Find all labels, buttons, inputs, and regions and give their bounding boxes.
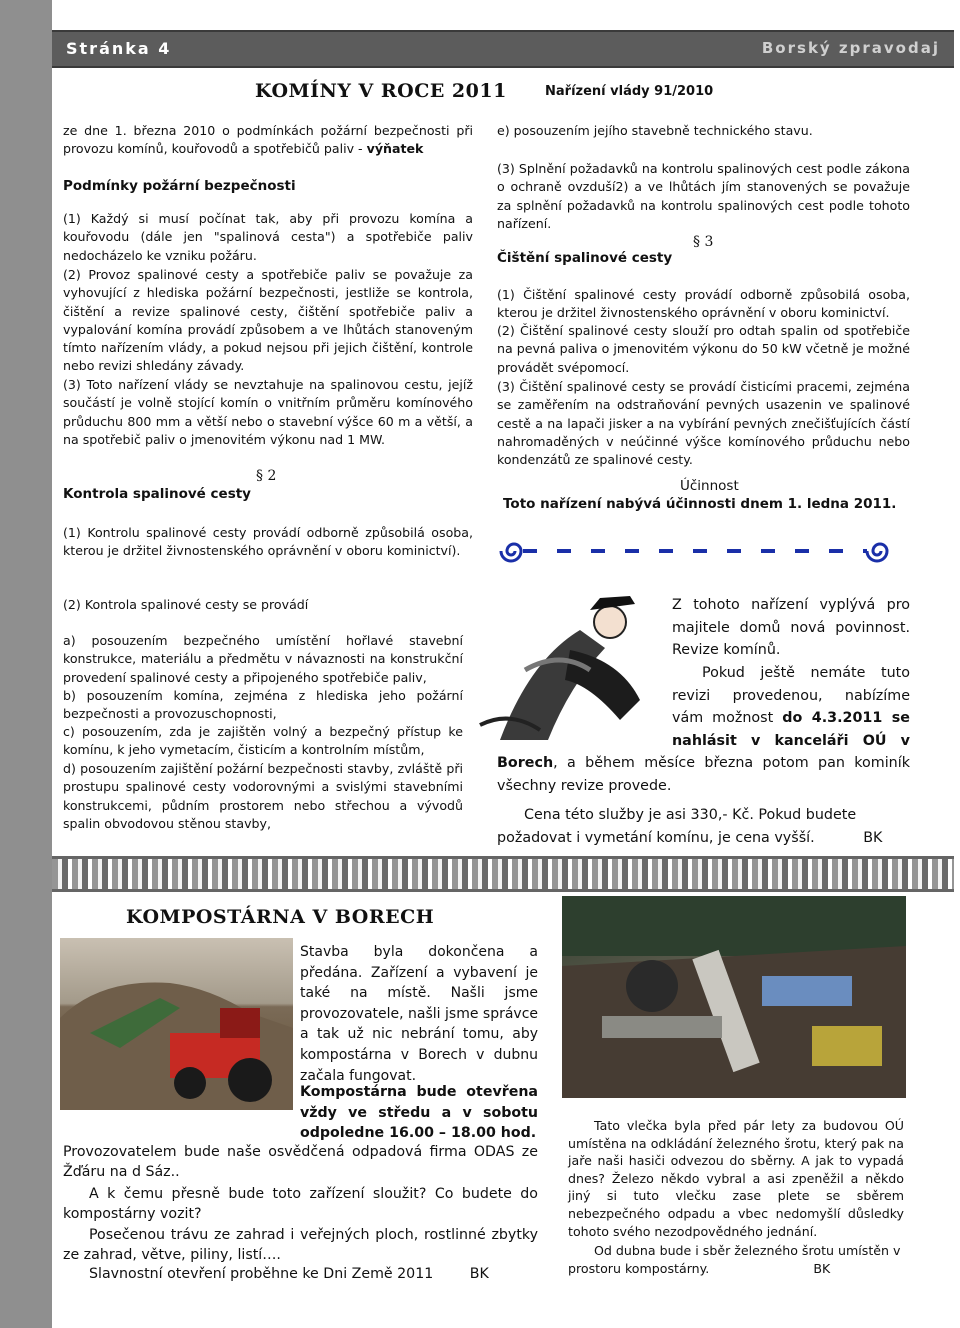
list-c: c) posouzením, zda je zajištěn volný a bezpečný přístup ke komínu, k jeho vymetacím, čisticím a kontrolním místům,: [63, 724, 463, 758]
section-2-mark: § 2: [256, 468, 277, 484]
effect-text: Toto nařízení nabývá účinnosti dnem 1. ledna 2011.: [503, 496, 897, 512]
signature-bk-compost: BK: [469, 1266, 489, 1282]
right-para-c3: (3) Čištění spalinové cesty se provádí čisticími pracemi, zejména se zaměřením na odstraňování pevných usazenin ve spalinové cestě a na lapači jisker a na vybírání pevných znečišťujících částí nahromaděných v neúčinné výšce komínového průduchu nebo kondenzátů ze spalinové cesty.: [497, 379, 910, 468]
tractor-photo: [60, 938, 293, 1110]
para-3: (3) Toto nařízení vlády se nevztahuje na spalinovou cestu, jejíž součástí je volně stojící komín o vnitřním průměru komínového průduchu 800 mm a větší nebo o stavební výšce 60 m a větší, a na spotřebič paliv o jmenovitém výkonu nad 1 MW.: [63, 377, 473, 447]
notice-revision: Pokud ještě nemáte tuto revizi provedenou, nabízíme vám možnost do 4.3.2011 se nahlásit v kanceláři OÚ v Borech, a během měsíce března potom pan kominík všechny revize provede.: [497, 665, 910, 794]
list-a: a) posouzením bezpečného umístění hořlavé stavební konstrukce, materiálu a předmětu v návaznosti na konstrukční provedení spalinové cesty a připojeného spotřebiče paliv,: [63, 633, 463, 685]
ornamental-divider: [52, 856, 954, 892]
heading-fire-safety: Podmínky požární bezpečnosti: [63, 178, 296, 194]
signature-bk-scrap: BK: [813, 1260, 831, 1276]
compost-question: A k čemu přesně bude toto zařízení sloužit? Co budete do kompostárny vozit?: [63, 1186, 538, 1223]
article-title-compost: KOMPOSTÁRNA V BORECH: [126, 906, 435, 928]
compost-operator: Provozovatelem bude naše osvědčená odpadová firma ODAS ze Žďáru na d Sáz..: [63, 1144, 538, 1181]
compost-opening-event: Slavnostní otevření proběhne ke Dni Země 2011 BK: [89, 1266, 489, 1282]
heading-cleaning: Čištění spalinové cesty: [497, 250, 673, 266]
heading-inspection: Kontrola spalinové cesty: [63, 486, 251, 502]
article-title-chimneys: KOMÍNY V ROCE 2011: [255, 80, 507, 102]
scrap-caption: Tato vlečka byla před pár lety za budovou OÚ umístěna na odkládání železného šrotu, který pak na jaře naši hasiči odvezou do sběrny. A jak to vypadá dnes? Železo někdo vybral a asi zpeněžil a někdo jiný si tuto vlečku zase plete se sběrem nebezpečného odpadu a vbec nedomyšlí důsledky tohoto svého nezodpovědného jednání.: [568, 1118, 904, 1239]
newspaper-name: Borský zpravodaj: [761, 39, 940, 57]
para-4: (1) Kontrolu spalinové cesty provádí odborně způsobilá osoba, kterou je držitel živnostenského oprávnění v oboru kominictví).: [63, 525, 473, 559]
scrap-caption-2: Od dubna bude i sběr železného šrotu umístěn v prostoru kompostárny. BK: [568, 1243, 901, 1276]
right-list-e: e) posouzením jejího stavebně technického stavu.: [497, 123, 813, 138]
section-3-mark: § 3: [693, 234, 714, 250]
effect-label: Účinnost: [680, 478, 739, 494]
list-d: d) posouzením zajištění požární bezpečnosti stavby, zvláště při prostupu spalinové cesty vodorovnými a svislými stavebními konstrukcemi, půdním prostorem nebo střechou a vývodů spalin obvodovou stěnou stavby,: [63, 761, 463, 831]
right-para-c1: (1) Čištění spalinové cesty provádí odborně způsobilá osoba, kterou je držitel živnostenského oprávnění v oboru kominictví.: [497, 287, 910, 321]
right-para-c2: (2) Čištění spalinové cesty slouží pro odtah spalin od spotřebiče na pevná paliva o jmenovitém výkonu do 50 kW včetně je možné provádět svépomocí.: [497, 323, 910, 375]
list-b: b) posouzením komína, zejména z hlediska jeho požární bezpečnosti a provozuschopnosti,: [63, 688, 463, 722]
regulation-intro: ze dne 1. března 2010 o podmínkách požární bezpečnosti při provozu komínů, kouřovodů a spotřebičů paliv - výňatek: [63, 123, 473, 157]
para-5: (2) Kontrola spalinové cesty se provádí: [63, 597, 309, 612]
compost-materials: Posečenou trávu ze zahrad i veřejných ploch, rostlinné zbytky ze zahrad, větve, piliny, listí….: [63, 1227, 538, 1264]
compost-para-1: Stavba byla dokončena a předána. Zařízení a vybavení je také na místě. Našli jsme provozovatele, našli jsme správce a tak už nic nebrání tomu, aby kompostárna v Borech v dubnu začala fungovat.: [300, 944, 539, 1084]
right-para-3: (3) Splnění požadavků na kontrolu spalinových cest podle zákona o ochraně ovzduší2) a ve lhůtách jím stanovených se považuje za splnění požadavků na kontrolu spalinových cest podle tohoto nařízení.: [497, 161, 910, 231]
notice-duty: Z tohoto nařízení vyplývá pro majitele domů nová povinnost. Revize komínů.: [672, 597, 910, 659]
signature-bk: BK: [863, 829, 883, 846]
scrap-wagon-photo: [562, 896, 906, 1098]
notice-price: Cena této služby je asi 330,- Kč. Pokud budete požadovat i vymetání komínu, je cena vyšší. BK: [497, 807, 883, 846]
regulation-title: Nařízení vlády 91/2010: [545, 84, 714, 99]
page-header: [52, 30, 954, 68]
compost-opening-hours: Kompostárna bude otevřena vždy ve středu a v sobotu odpoledne 16.00 – 18.00 hod.: [300, 1084, 538, 1142]
para-1: (1) Každý si musí počínat tak, aby při provozu komína a kouřovodu (dále jen "spalinová cesta") a spotřebiče paliv nedocházelo ke vzniku požáru.: [63, 211, 473, 263]
left-margin-bar: [0, 0, 52, 1328]
para-2: (2) Provoz spalinové cesty a spotřebiče paliv se považuje za vyhovující z hlediska požární bezpečnosti, jestliže se kontrola, čištění a revize spalinové cesty, čištění spotřebiče paliv a vypalování komína provádí způsobem a ve lhůtách stanoveným tímto nařízením vlády, a pokud nejsou při jejich čištění, kontrole nebo revizi shledány závady.: [63, 267, 473, 374]
spiral-ornament-row: [495, 532, 895, 570]
page-number: Stránka 4: [66, 39, 172, 58]
